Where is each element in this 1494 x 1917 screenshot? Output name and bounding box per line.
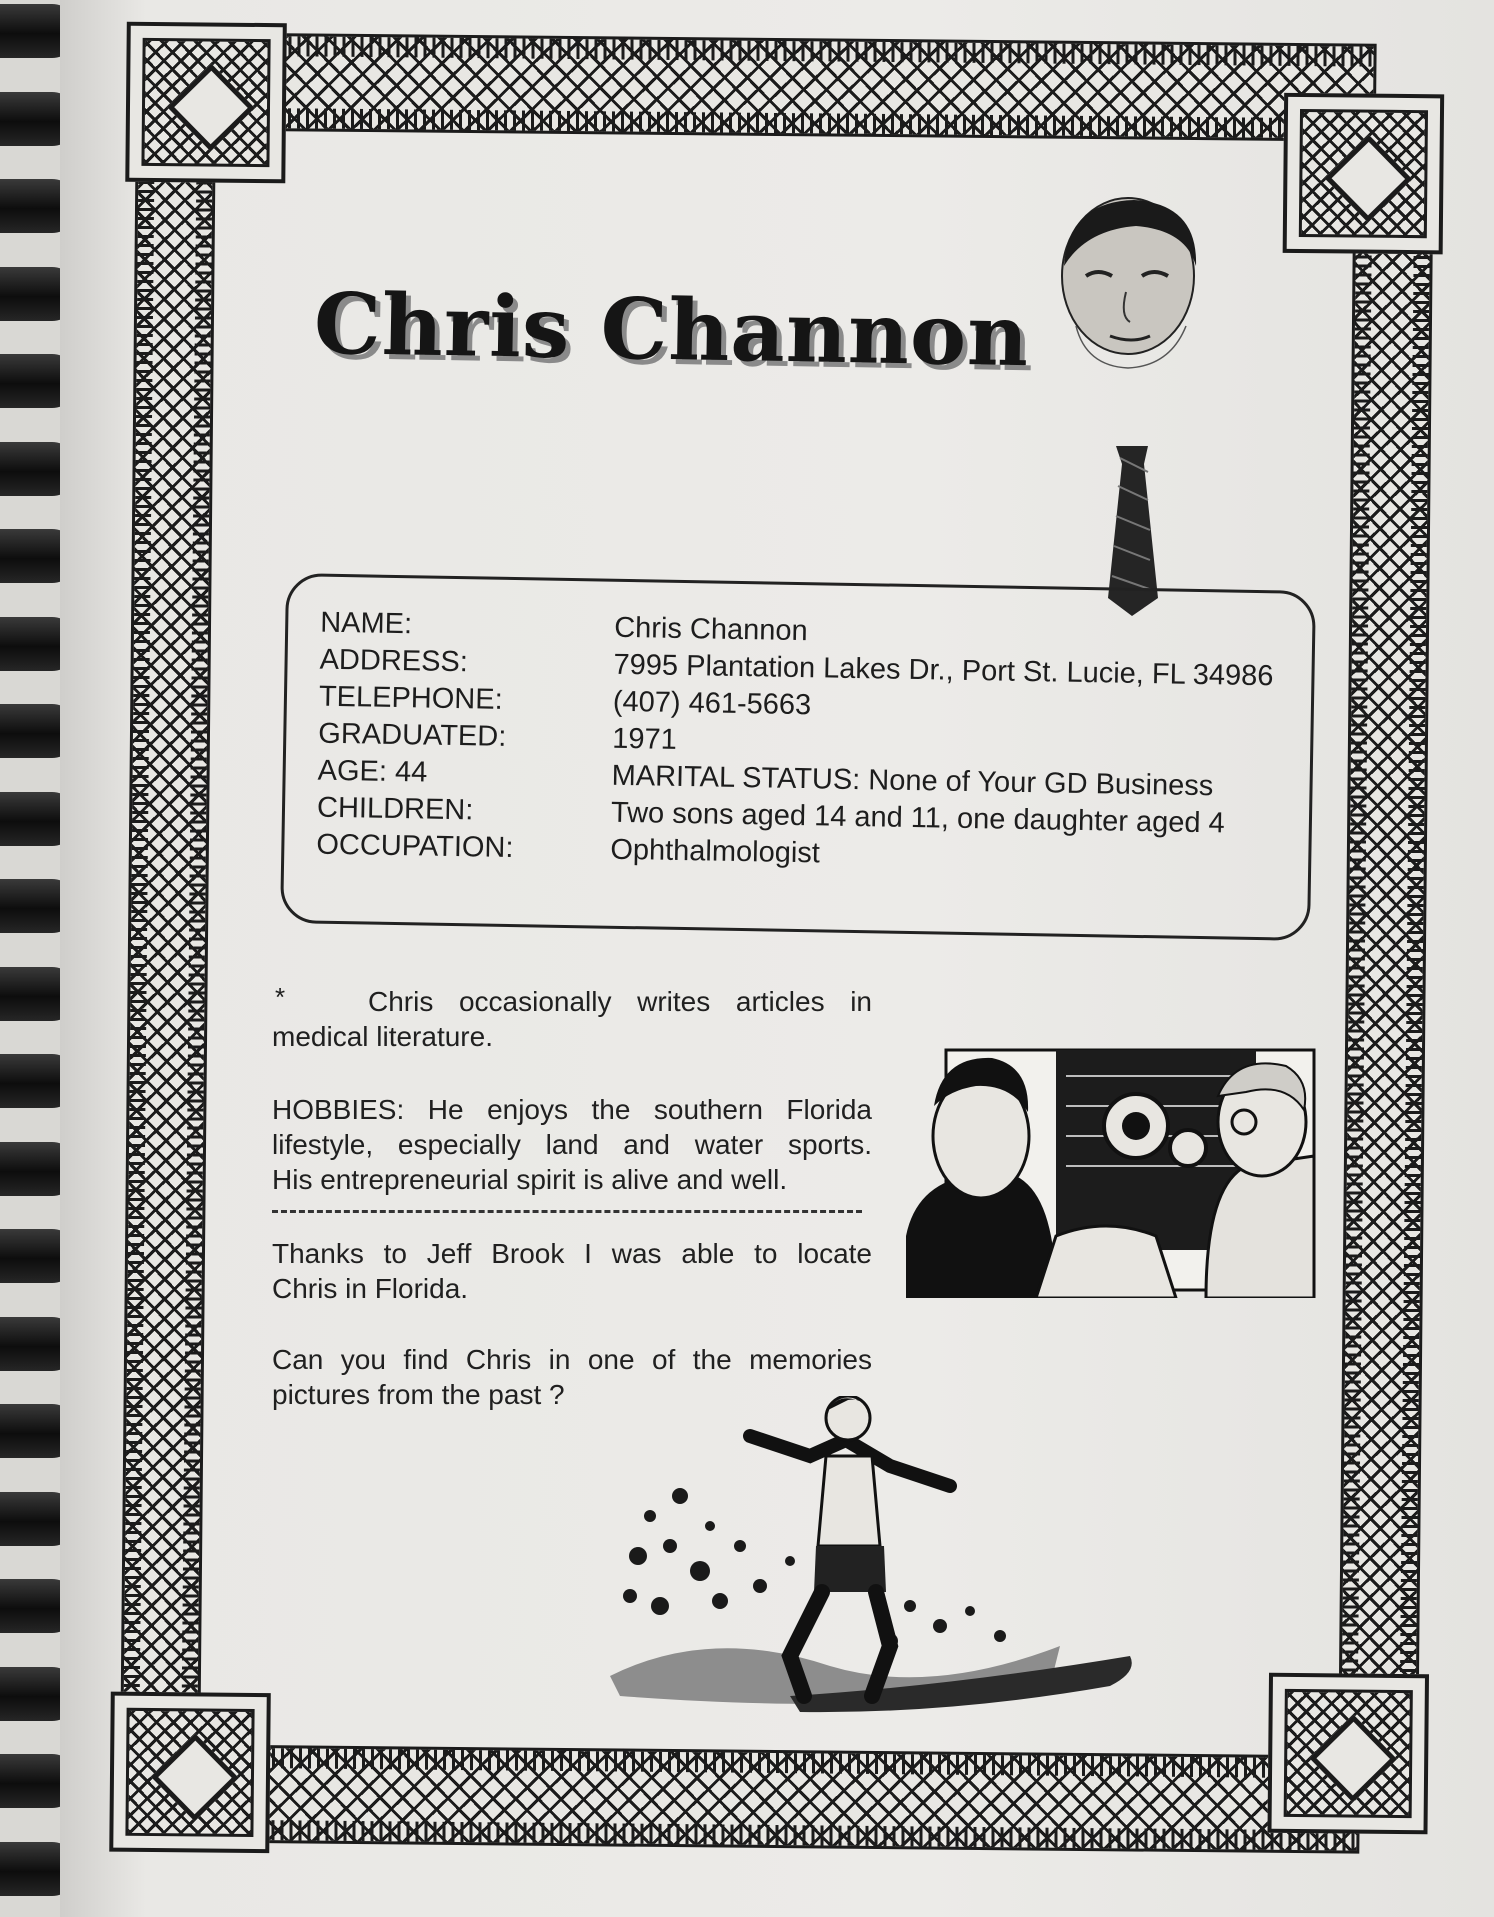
info-value: (407) 461-5663 xyxy=(612,685,812,722)
info-value: Ophthalmologist xyxy=(610,833,821,870)
info-label: TELEPHONE: xyxy=(318,680,503,716)
info-value: 1971 xyxy=(612,722,678,756)
paragraph-line: Chris occasionally writes articles in xyxy=(368,986,872,1017)
thanks-paragraph xyxy=(272,1236,872,1306)
surfer-icon xyxy=(590,1396,1140,1726)
border-top xyxy=(186,32,1377,141)
paragraph-line: pictures from the past ? xyxy=(272,1379,565,1410)
info-value: MARITAL STATUS: None of Your GD Business xyxy=(611,759,1214,803)
paragraph-line: medical literature. xyxy=(272,1021,493,1052)
page-title: Chris Channon xyxy=(313,273,1031,386)
border-bottom xyxy=(169,1744,1360,1853)
paragraph-line: HOBBIES: He enjoys the southern Florida xyxy=(272,1094,872,1125)
info-label: GRADUATED: xyxy=(318,717,507,753)
info-label: CHILDREN: xyxy=(316,791,474,827)
paragraph-line: Thanks to Jeff Brook I was able to locate xyxy=(272,1238,872,1269)
eye-exam-icon xyxy=(906,1036,1316,1298)
border-corner-bottom-right xyxy=(1267,1673,1429,1835)
info-value: 7995 Plantation Lakes Dr., Port St. Lucie, FL 34986 xyxy=(613,648,1274,693)
info-box xyxy=(280,573,1316,941)
border-left xyxy=(120,102,216,1763)
articles-paragraph xyxy=(272,984,872,1054)
border-corner-bottom-left xyxy=(109,1692,271,1854)
hobbies-paragraph xyxy=(272,1092,872,1197)
bullet-star: * xyxy=(275,982,286,1012)
paragraph-line: His entrepreneurial spirit is alive and well. xyxy=(272,1164,788,1195)
border-corner-top-left xyxy=(125,22,287,184)
portrait-icon xyxy=(1046,196,1226,616)
paragraph-line: Chris in Florida. xyxy=(272,1273,469,1304)
info-value: Two sons aged 14 and 11, one daughter aged 4 xyxy=(610,796,1225,840)
dashed-divider xyxy=(272,1210,862,1213)
info-label: AGE: 44 xyxy=(317,754,428,789)
info-label: ADDRESS: xyxy=(319,643,469,679)
border-corner-top-right xyxy=(1283,93,1445,255)
paragraph-line: Can you find Chris in one of the memories xyxy=(272,1344,872,1375)
info-label: OCCUPATION: xyxy=(316,828,514,865)
info-value: Chris Channon xyxy=(613,611,808,648)
border-right xyxy=(1338,114,1434,1775)
paragraph-line: lifestyle, especially land and water sports. xyxy=(272,1129,872,1160)
info-label: NAME: xyxy=(319,606,413,641)
